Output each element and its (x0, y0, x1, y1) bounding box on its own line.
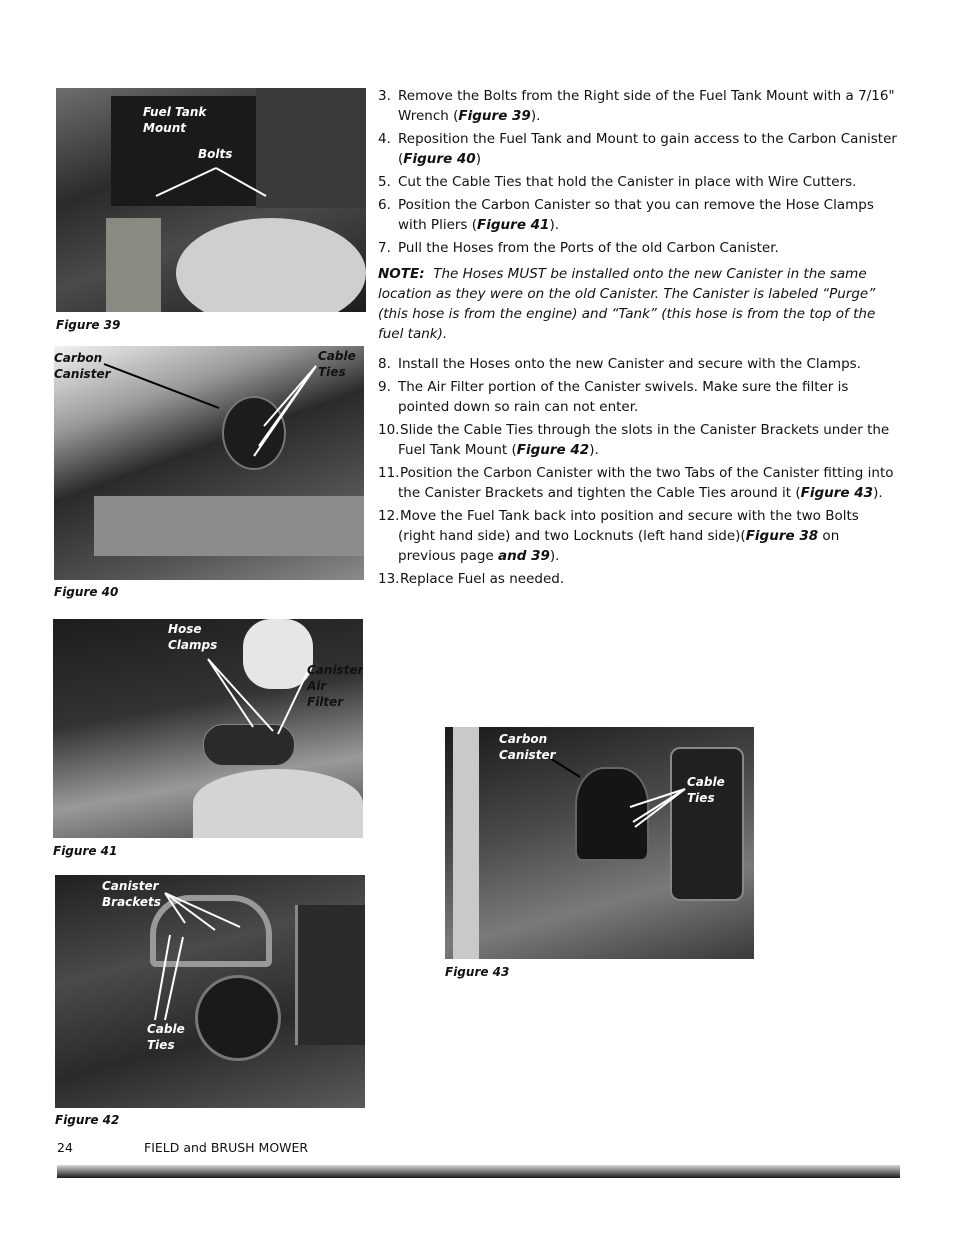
footer-title: FIELD and BRUSH MOWER (144, 1140, 309, 1155)
step-3: 3. Remove the Bolts from the Right side of the Fuel Tank Mount with a 7/16" Wrench (Figure 39). (378, 88, 895, 124)
fuel-tank-mount-label: Fuel Tank Mount (143, 105, 207, 135)
figure-42-caption: Figure 42 (55, 1113, 120, 1127)
note-paragraph (378, 264, 900, 344)
figure-43-caption: Figure 43 (445, 965, 510, 979)
footer-rule (57, 1165, 900, 1178)
step-13: 13. Replace Fuel as needed. (378, 571, 565, 587)
step-5: 5. Cut the Cable Ties that hold the Canister in place with Wire Cutters. (378, 174, 857, 190)
step-9: 9. The Air Filter portion of the Canister swivels. Make sure the filter is pointed down so rain can not enter. (378, 379, 849, 415)
cable-ties-label: Cable Ties (318, 349, 356, 379)
step-11: 11. Position the Carbon Canister with the two Tabs of the Canister fitting into the Canister Brackets and tighten the Cable Ties around it (Figure 43). (378, 465, 894, 501)
step-12: 12. Move the Fuel Tank back into position and secure with the two Bolts (right hand side) and two Locknuts (left hand side)(Figure 38 on previous page and 39). (378, 508, 859, 564)
step-4: 4. Reposition the Fuel Tank and Mount to gain access to the Carbon Canister (Figure 40) (378, 131, 897, 167)
bolts-arrows (56, 88, 366, 312)
canister-air-filter-label: Canister Air Filter (307, 663, 363, 709)
instruction-steps (378, 86, 900, 592)
figure-42-photo (55, 875, 365, 1108)
canister-arrows (445, 727, 754, 959)
hose-clamps-label: Hose Clamps (168, 622, 218, 652)
bolts-label: Bolts (198, 147, 233, 161)
step-6: 6. Position the Carbon Canister so that you can remove the Hose Clamps with Pliers (Figure 41). (378, 197, 874, 233)
figure-41-photo (53, 619, 363, 838)
step-7: 7. Pull the Hoses from the Ports of the old Carbon Canister. (378, 240, 779, 256)
figure-41-caption: Figure 41 (53, 844, 118, 858)
cable-ties-label: Cable Ties (147, 1022, 185, 1052)
step-10: 10. Slide the Cable Ties through the slots in the Canister Brackets under the Fuel Tank Mount (Figure 42). (378, 422, 890, 458)
note-text: The Hoses MUST be installed onto the new Canister in the same location as they were on the old Canister. The Canister is labeled “Purge” (this hose is from the engine) and “Tank” (this hose is from the top of the fuel tank). (378, 266, 876, 342)
figure-40-caption: Figure 40 (54, 585, 119, 599)
cable-ties-label: Cable Ties (687, 775, 725, 805)
figure-39-photo (56, 88, 366, 312)
page-number: 24 (57, 1140, 73, 1155)
note-label: NOTE: (378, 266, 425, 282)
carbon-canister-label: Carbon Canister (499, 732, 556, 762)
figure-39-caption: Figure 39 (56, 318, 121, 332)
figure-40-photo (54, 346, 364, 580)
carbon-canister-label: Carbon Canister (54, 351, 111, 381)
step-8: 8. Install the Hoses onto the new Canister and secure with the Clamps. (378, 356, 861, 372)
canister-brackets-label: Canister Brackets (102, 879, 161, 909)
figure-43-photo (445, 727, 754, 959)
